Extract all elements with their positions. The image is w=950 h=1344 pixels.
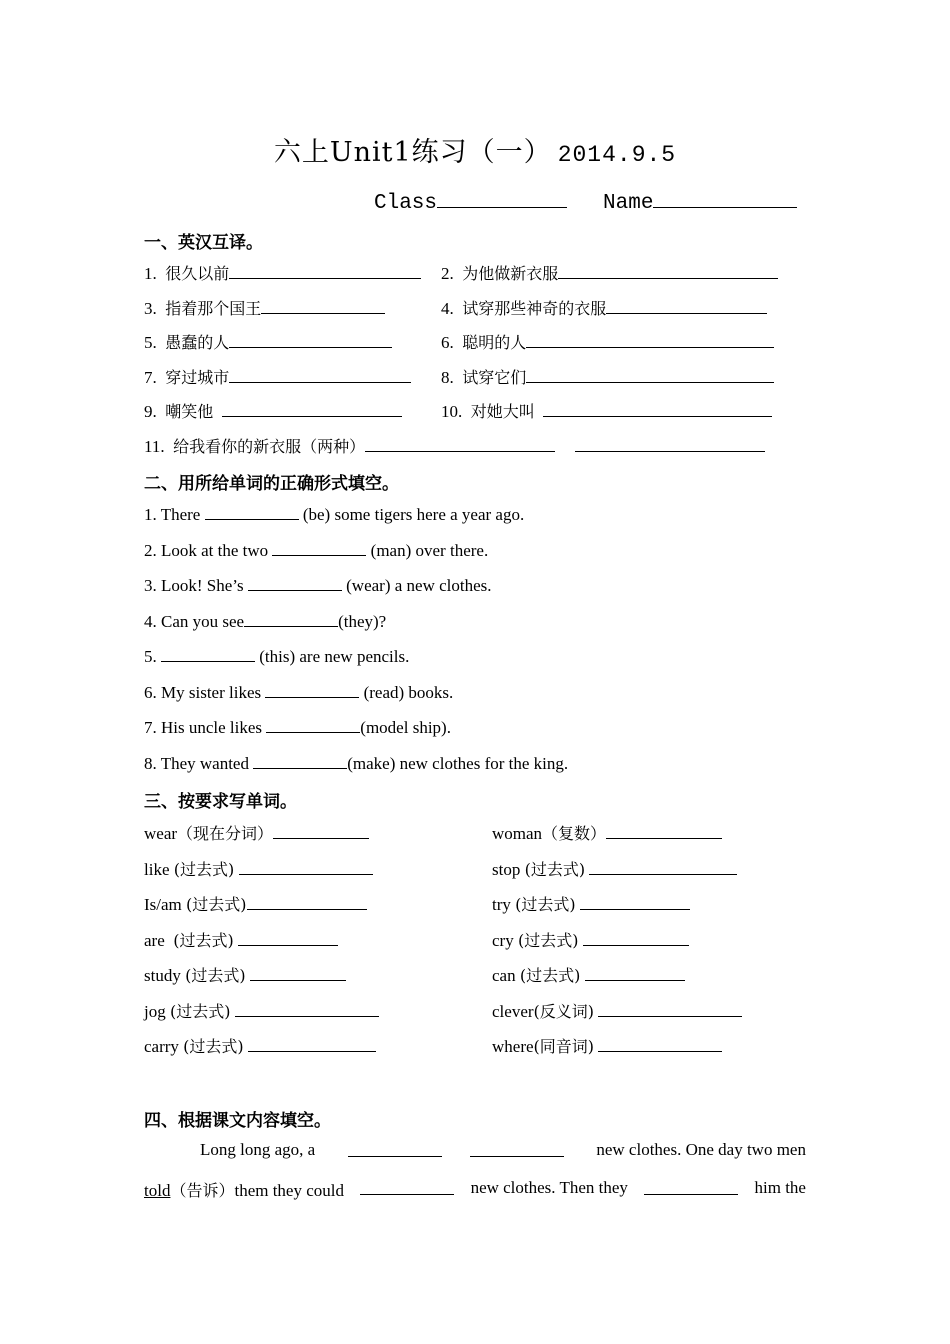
s2-item-5	[144, 645, 409, 667]
item-post: (they)?	[338, 612, 387, 631]
answer-blank[interactable]	[266, 716, 360, 733]
item-num: 3.	[144, 299, 157, 318]
hint: (过去式)	[517, 931, 579, 950]
answer-blank[interactable]	[247, 893, 367, 910]
item-text: 很久以前	[165, 264, 230, 283]
page-title	[0, 130, 950, 169]
s4-text-1a: Long long ago, a	[200, 1140, 320, 1159]
answer-blank[interactable]	[161, 645, 255, 662]
item-pre: 8. They wanted	[144, 754, 254, 773]
s1-item-8	[441, 365, 774, 388]
item-post: (this) are new pencils.	[255, 647, 410, 666]
name-blank[interactable]	[653, 187, 797, 208]
item-text: 嘲笑他	[165, 402, 214, 421]
word: cry	[492, 931, 518, 950]
item-num: 4.	[441, 299, 454, 318]
s4-told: told	[144, 1181, 171, 1200]
s3-left-2	[144, 857, 373, 880]
section1-heading: 一、英汉互译。	[144, 233, 263, 253]
s1-item-2	[441, 261, 778, 284]
s2-item-2	[144, 539, 488, 561]
item-text: 为他做新衣服	[462, 264, 559, 283]
hint: (过去式)	[186, 895, 247, 914]
s3-left-6	[144, 999, 379, 1022]
s2-item-8	[144, 752, 568, 774]
s4-text-2a: them they could	[234, 1181, 349, 1200]
hint: (过去式)	[524, 860, 586, 879]
s3-right-5	[492, 963, 685, 986]
hint: （现在分词）	[177, 824, 274, 843]
answer-blank-2[interactable]	[575, 435, 765, 452]
answer-blank[interactable]	[265, 681, 359, 698]
hint: (过去式)	[183, 1037, 244, 1056]
answer-blank[interactable]	[205, 503, 299, 520]
s4-text-1b: new clothes. One day two men	[592, 1140, 806, 1159]
answer-blank[interactable]	[348, 1140, 442, 1157]
answer-blank[interactable]	[606, 297, 767, 314]
hint: (过去式)	[185, 966, 246, 985]
answer-blank[interactable]	[360, 1178, 454, 1195]
s3-left-5	[144, 963, 346, 986]
hint: (反义词)	[533, 1002, 595, 1021]
word: where	[492, 1037, 534, 1056]
item-num: 6.	[441, 333, 454, 352]
s2-item-4	[144, 610, 386, 632]
word: clever	[492, 1002, 534, 1021]
answer-blank[interactable]	[238, 929, 338, 946]
s1-item-9	[144, 399, 402, 422]
s1-item-3	[144, 296, 385, 319]
item-post: (wear) a new clothes.	[341, 576, 492, 595]
answer-blank[interactable]	[272, 539, 366, 556]
title-main: 六上Unit1练习（一）	[273, 137, 552, 168]
answer-blank[interactable]	[606, 822, 722, 839]
word: like	[144, 860, 174, 879]
item-pre: 4. Can you see	[144, 612, 245, 631]
s2-item-6	[144, 681, 453, 703]
s4-told-hint: （告诉）	[170, 1181, 235, 1200]
item-text: 穿过城市	[165, 368, 230, 387]
class-blank[interactable]	[437, 187, 567, 208]
word: stop	[492, 860, 525, 879]
s1-item-4	[441, 296, 767, 319]
s1-item-11	[144, 434, 765, 457]
s1-item-10	[441, 399, 772, 422]
answer-blank[interactable]	[235, 1000, 379, 1017]
s3-right-4	[492, 928, 689, 951]
answer-blank-2[interactable]	[644, 1178, 738, 1195]
answer-blank-2[interactable]	[470, 1140, 564, 1157]
s3-right-1	[492, 821, 722, 844]
item-text: 指着那个国王	[165, 299, 262, 318]
hint: (过去式)	[173, 931, 234, 950]
answer-blank[interactable]	[222, 400, 402, 417]
word: study	[144, 966, 186, 985]
s1-item-1	[144, 261, 421, 284]
s3-left-3	[144, 892, 367, 915]
answer-blank[interactable]	[244, 610, 338, 627]
s3-left-7	[144, 1034, 376, 1057]
item-num: 2.	[441, 264, 454, 283]
hint: (过去式)	[519, 966, 581, 985]
answer-blank[interactable]	[526, 331, 774, 348]
answer-blank[interactable]	[229, 262, 421, 279]
class-name-line	[374, 187, 797, 215]
s2-item-1	[144, 503, 524, 525]
s3-left-4	[144, 928, 338, 951]
answer-blank[interactable]	[365, 435, 555, 452]
word: jog	[144, 1002, 170, 1021]
answer-blank[interactable]	[585, 964, 685, 981]
section2-heading: 二、用所给单词的正确形式填空。	[144, 474, 399, 494]
answer-blank[interactable]	[248, 574, 342, 591]
item-num: 1.	[144, 264, 157, 283]
item-pre: 5.	[144, 647, 161, 666]
s4-line-2	[144, 1178, 806, 1201]
section3-heading: 三、按要求写单词。	[144, 792, 297, 812]
word: wear	[144, 824, 178, 843]
answer-blank[interactable]	[239, 858, 373, 875]
word: try	[492, 895, 516, 914]
word: can	[492, 966, 520, 985]
answer-blank[interactable]	[526, 366, 774, 383]
s3-right-6	[492, 999, 742, 1022]
item-post: (model ship).	[360, 718, 451, 737]
answer-blank[interactable]	[250, 964, 346, 981]
hint: (同音词)	[533, 1037, 595, 1056]
hint: (过去式)	[169, 1002, 231, 1021]
answer-blank[interactable]	[253, 752, 347, 769]
hint: (过去式)	[515, 895, 576, 914]
answer-blank[interactable]	[261, 297, 385, 314]
item-num: 10.	[441, 402, 463, 421]
item-text: 愚蠢的人	[165, 333, 230, 352]
item-pre: 3. Look! She’s	[144, 576, 248, 595]
answer-blank[interactable]	[229, 366, 411, 383]
s1-item-7	[144, 365, 411, 388]
item-pre: 2. Look at the two	[144, 541, 273, 560]
word: carry	[144, 1037, 184, 1056]
s2-item-3	[144, 574, 492, 596]
hint: （复数）	[542, 824, 607, 843]
answer-blank[interactable]	[543, 400, 772, 417]
item-text: 聪明的人	[462, 333, 527, 352]
answer-blank[interactable]	[580, 893, 690, 910]
word: woman	[492, 824, 543, 843]
item-pre: 6. My sister likes	[144, 683, 266, 702]
answer-blank[interactable]	[583, 929, 689, 946]
s4-text-2b: new clothes. Then they	[466, 1178, 633, 1197]
item-text: 给我看你的新衣服（两种）	[173, 437, 366, 456]
item-post: (be) some tigers here a year ago.	[298, 505, 525, 524]
s1-item-6	[441, 330, 774, 353]
item-post: (read) books.	[359, 683, 454, 702]
answer-blank[interactable]	[598, 1000, 742, 1017]
s2-item-7	[144, 716, 451, 738]
item-text: 试穿那些神奇的衣服	[462, 299, 607, 318]
item-pre: 1. There	[144, 505, 205, 524]
answer-blank[interactable]	[589, 858, 737, 875]
item-num: 9.	[144, 402, 157, 421]
name-label: Name	[603, 192, 654, 215]
item-num: 8.	[441, 368, 454, 387]
item-post: (make) new clothes for the king.	[347, 754, 569, 773]
answer-blank[interactable]	[558, 262, 778, 279]
item-num: 7.	[144, 368, 157, 387]
word: are	[144, 931, 174, 950]
hint: (过去式)	[173, 860, 235, 879]
word: Is/am	[144, 895, 187, 914]
answer-blank[interactable]	[229, 331, 392, 348]
item-post: (man) over there.	[366, 541, 489, 560]
answer-blank[interactable]	[248, 1035, 376, 1052]
answer-blank[interactable]	[598, 1035, 722, 1052]
item-text: 对她大叫	[470, 402, 535, 421]
s3-right-3	[492, 892, 690, 915]
s3-right-7	[492, 1034, 722, 1057]
s3-right-2	[492, 857, 737, 880]
s3-left-1	[144, 821, 369, 844]
item-num: 5.	[144, 333, 157, 352]
item-text: 试穿它们	[462, 368, 527, 387]
section4-heading: 四、根据课文内容填空。	[144, 1111, 331, 1131]
item-pre: 7. His uncle likes	[144, 718, 267, 737]
answer-blank[interactable]	[273, 822, 369, 839]
item-num: 11.	[144, 437, 165, 456]
s4-text-2c: him the	[750, 1178, 806, 1197]
s4-line-1	[200, 1140, 806, 1160]
class-label: Class	[374, 192, 438, 215]
s1-item-5	[144, 330, 392, 353]
title-date: 2014.9.5	[557, 142, 677, 168]
